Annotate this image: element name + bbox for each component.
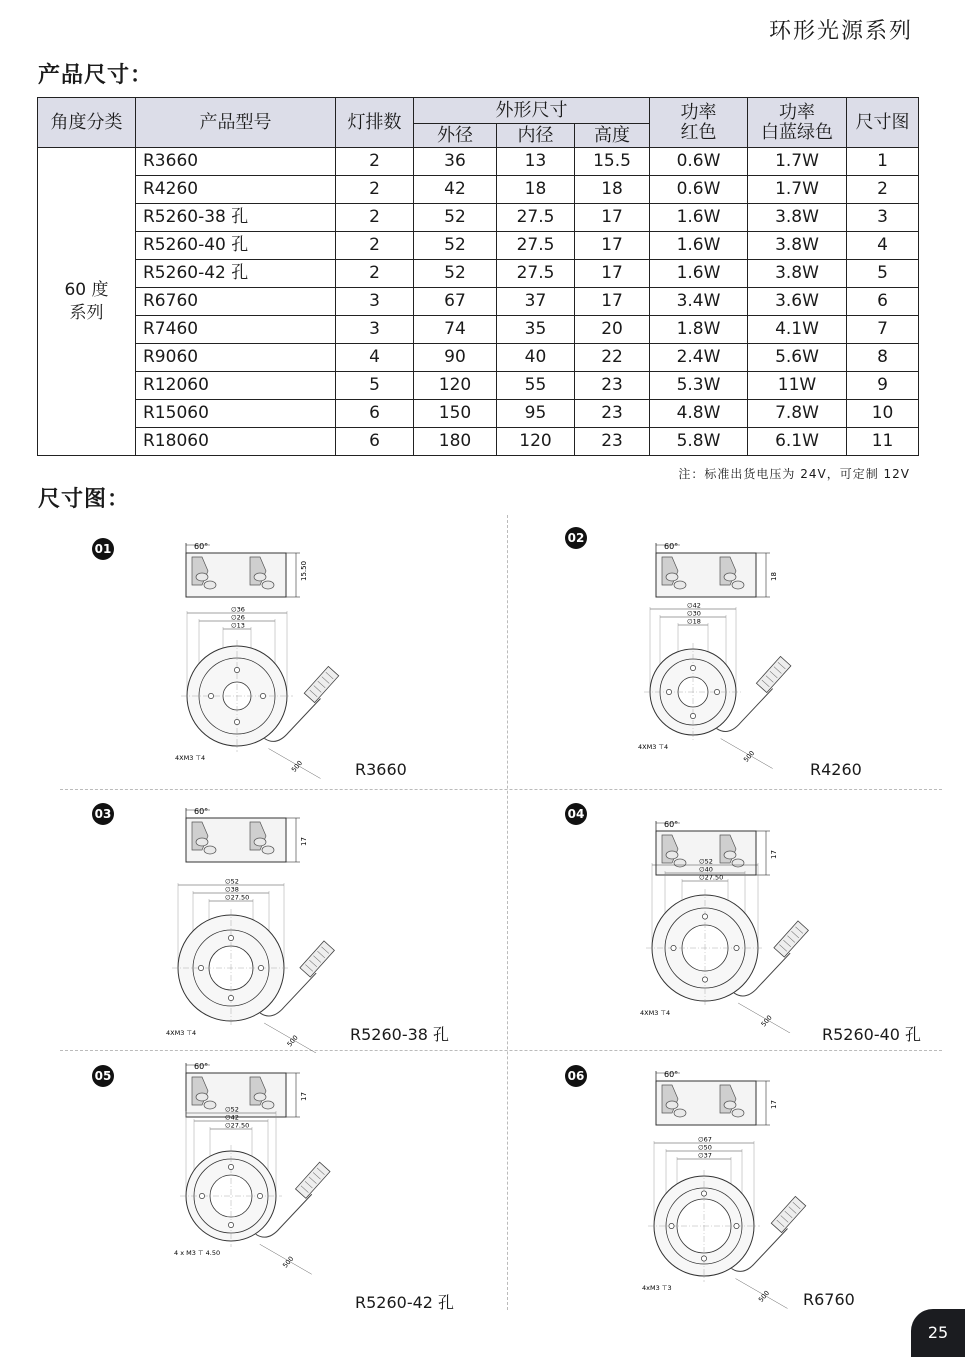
model-cell: R5260-42 孔 [136,260,336,288]
figure-number-badge: 03 [92,803,114,825]
section-title-product-size: 产品尺寸： [38,63,154,88]
diameter-label: ∅26 [231,613,245,622]
led-rows-cell: 6 [336,400,414,428]
diameter-label: ∅30 [687,609,701,618]
height-dimension-label: 17 [300,837,308,846]
cable-length-label: 500 [289,759,305,774]
screw-spec-label: 4 x M3 ⊤ 4.50 [174,1249,221,1257]
table-row [38,176,919,204]
figure-model-label: R6760 [803,1290,855,1309]
angle-label: 60° [194,1062,209,1071]
led-rows-cell: 4 [336,344,414,372]
diameter-label: ∅52 [225,1105,239,1114]
header-led-rows: 灯排数 [336,98,414,148]
voltage-note: 注：标准出货电压为 24V，可定制 12V [678,467,910,481]
page-number: 25 [911,1309,965,1357]
height-cell: 18 [575,176,650,204]
table-row [38,288,919,316]
power-wbg-cell: 3.8W [748,204,847,232]
top-view-drawing [146,863,376,1053]
screw-spec-label: 4xM3 ⊤3 [642,1284,672,1292]
screw-spec-label: 4XM3 ⊤4 [638,743,669,751]
diameter-label: ∅52 [225,877,239,886]
outer-diameter-cell: 120 [414,372,497,400]
power-red-cell: 1.6W [650,260,748,288]
figure-number-badge: 01 [92,538,114,560]
inner-diameter-cell: 37 [497,288,575,316]
diameter-label: ∅42 [225,1113,239,1122]
model-cell: R4260 [136,176,336,204]
drawing-ref-cell: 6 [847,288,919,316]
led-rows-cell: 5 [336,372,414,400]
divider-horizontal-1 [60,789,942,790]
angle-group-cell: 60 度 系列 [38,148,136,456]
height-dimension-label: 17 [300,1092,308,1101]
drawing-ref-cell: 5 [847,260,919,288]
power-wbg-cell: 7.8W [748,400,847,428]
power-wbg-cell: 3.6W [748,288,847,316]
diameter-label: ∅27.50 [699,873,724,882]
drawing-ref-cell: 10 [847,400,919,428]
inner-diameter-cell: 13 [497,148,575,176]
top-view-drawing [619,1121,849,1311]
cable-length-label: 500 [281,1254,296,1270]
table-row [38,260,919,288]
header-power-red: 功率 红色 [650,98,748,148]
led-rows-cell: 2 [336,204,414,232]
inner-diameter-cell: 40 [497,344,575,372]
power-wbg-cell: 5.6W [748,344,847,372]
led-rows-cell: 2 [336,176,414,204]
top-view-drawing [152,591,382,781]
figure-model-label: R5260-42 孔 [355,1293,455,1312]
figure-number-badge: 06 [565,1065,587,1087]
table-row [38,148,919,176]
model-cell: R6760 [136,288,336,316]
header-outer-diameter: 外径 [414,124,497,148]
diameter-label: ∅50 [698,1143,712,1152]
figure-model-label: R5260-40 孔 [822,1025,922,1044]
table-row [38,428,919,456]
diameter-label: ∅42 [687,601,701,610]
height-dimension-label: 17 [770,850,778,859]
drawing-ref-cell: 9 [847,372,919,400]
power-wbg-cell: 3.8W [748,260,847,288]
diameter-label: ∅52 [699,857,713,866]
height-cell: 23 [575,400,650,428]
header-inner-diameter: 内径 [497,124,575,148]
header-height: 高度 [575,124,650,148]
model-cell: R5260-40 孔 [136,232,336,260]
screw-spec-label: 4XM3 ⊤4 [166,1029,197,1037]
cable-length-label: 500 [742,749,757,764]
inner-diameter-cell: 27.5 [497,260,575,288]
inner-diameter-cell: 35 [497,316,575,344]
outer-diameter-cell: 180 [414,428,497,456]
figure-model-label: R4260 [810,760,862,779]
table-row [38,204,919,232]
led-rows-cell: 2 [336,232,414,260]
angle-label: 60° [664,1070,679,1079]
header-dimensions: 外形尺寸 [414,98,650,124]
inner-diameter-cell: 95 [497,400,575,428]
power-red-cell: 2.4W [650,344,748,372]
drawing-ref-cell: 11 [847,428,919,456]
screw-spec-label: 4XM3 ⊤4 [175,754,206,762]
diameter-label: ∅40 [699,865,713,874]
header-power-wbg: 功率 白蓝绿色 [748,98,847,148]
drawing-ref-cell: 1 [847,148,919,176]
angle-label: 60° [194,542,209,551]
height-cell: 20 [575,316,650,344]
power-wbg-cell: 1.7W [748,148,847,176]
figure-number-badge: 04 [565,803,587,825]
top-view-drawing [608,587,838,777]
outer-diameter-cell: 52 [414,232,497,260]
power-red-cell: 1.6W [650,204,748,232]
model-cell: R9060 [136,344,336,372]
led-rows-cell: 3 [336,288,414,316]
series-title: 环形光源系列 [768,19,913,44]
header-angle: 角度分类 [38,98,136,148]
height-cell: 17 [575,260,650,288]
table-row [38,372,919,400]
power-red-cell: 0.6W [650,148,748,176]
height-cell: 17 [575,288,650,316]
outer-diameter-cell: 42 [414,176,497,204]
outer-diameter-cell: 52 [414,204,497,232]
power-red-cell: 4.8W [650,400,748,428]
height-cell: 15.5 [575,148,650,176]
height-cell: 23 [575,428,650,456]
power-wbg-cell: 4.1W [748,316,847,344]
height-dimension-label: 17 [770,1100,778,1109]
height-cell: 17 [575,204,650,232]
model-cell: R12060 [136,372,336,400]
top-view-drawing [620,843,850,1033]
angle-label: 60° [664,820,679,829]
diameter-label: ∅36 [231,605,245,614]
inner-diameter-cell: 27.5 [497,204,575,232]
outer-diameter-cell: 150 [414,400,497,428]
table-row [38,400,919,428]
height-cell: 17 [575,232,650,260]
diameter-label: ∅37 [698,1151,712,1160]
spec-table-body [38,148,919,456]
outer-diameter-cell: 74 [414,316,497,344]
diameter-label: ∅67 [698,1135,712,1144]
screw-spec-label: 4XM3 ⊤4 [640,1009,671,1017]
power-wbg-cell: 3.8W [748,232,847,260]
power-red-cell: 5.8W [650,428,748,456]
header-drawing: 尺寸图 [847,98,919,148]
power-wbg-cell: 6.1W [748,428,847,456]
cable-length-label: 500 [756,1289,772,1304]
figure-number-badge: 05 [92,1065,114,1087]
power-red-cell: 0.6W [650,176,748,204]
drawing-ref-cell: 4 [847,232,919,260]
table-row [38,344,919,372]
section-title-drawings: 尺寸图： [38,487,131,512]
diameter-label: ∅38 [225,885,239,894]
divider-vertical [507,515,508,1310]
drawing-ref-cell: 2 [847,176,919,204]
table-row [38,316,919,344]
angle-label: 60° [664,542,679,551]
drawing-ref-cell: 7 [847,316,919,344]
model-cell: R5260-38 孔 [136,204,336,232]
outer-diameter-cell: 67 [414,288,497,316]
cable-length-label: 500 [285,1033,300,1049]
angle-label: 60° [194,807,209,816]
table-row [38,232,919,260]
inner-diameter-cell: 18 [497,176,575,204]
model-cell: R7460 [136,316,336,344]
diameter-label: ∅18 [687,617,701,626]
height-dimension-label: 18 [770,572,778,581]
cable-length-label: 500 [759,1013,774,1029]
diameter-label: ∅27.50 [225,1121,250,1130]
led-rows-cell: 2 [336,260,414,288]
figure-model-label: R3660 [355,760,407,779]
model-cell: R18060 [136,428,336,456]
model-cell: R15060 [136,400,336,428]
drawing-ref-cell: 3 [847,204,919,232]
inner-diameter-cell: 120 [497,428,575,456]
led-rows-cell: 2 [336,148,414,176]
outer-diameter-cell: 90 [414,344,497,372]
height-dimension-label: 15.50 [300,560,308,581]
top-view-drawing [146,1091,376,1281]
figure-number-badge: 02 [565,527,587,549]
diameter-label: ∅13 [231,621,245,630]
spec-table [37,97,919,456]
power-wbg-cell: 1.7W [748,176,847,204]
power-red-cell: 5.3W [650,372,748,400]
inner-diameter-cell: 27.5 [497,232,575,260]
power-red-cell: 3.4W [650,288,748,316]
figure-model-label: R5260-38 孔 [350,1025,450,1044]
outer-diameter-cell: 52 [414,260,497,288]
drawing-ref-cell: 8 [847,344,919,372]
header-model: 产品型号 [136,98,336,148]
led-rows-cell: 6 [336,428,414,456]
outer-diameter-cell: 36 [414,148,497,176]
power-red-cell: 1.8W [650,316,748,344]
diameter-label: ∅27.50 [225,893,250,902]
led-rows-cell: 3 [336,316,414,344]
power-red-cell: 1.6W [650,232,748,260]
power-wbg-cell: 11W [748,372,847,400]
inner-diameter-cell: 55 [497,372,575,400]
model-cell: R3660 [136,148,336,176]
height-cell: 23 [575,372,650,400]
height-cell: 22 [575,344,650,372]
